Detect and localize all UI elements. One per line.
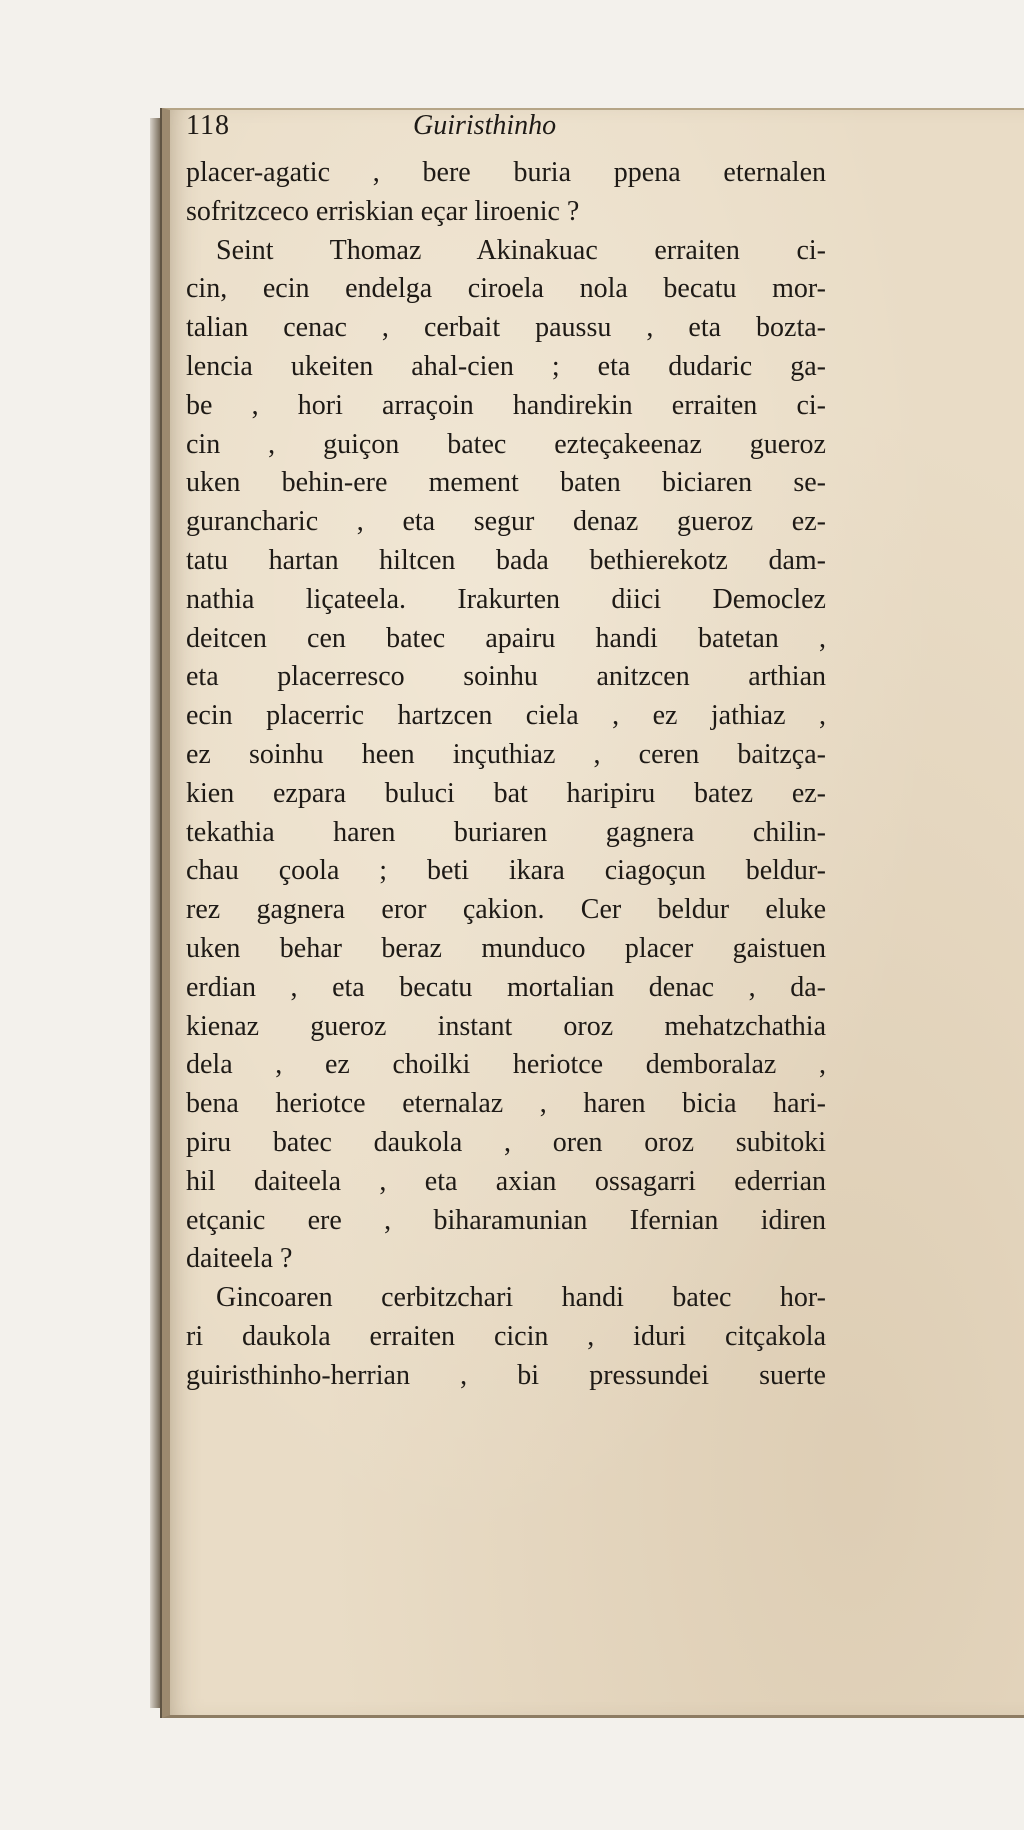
- text-line: kien ezpara buluci bat haripiru batez ez-: [186, 777, 826, 809]
- page-header: [186, 110, 696, 150]
- text-line: etçanic ere , biharamunian Ifernian idiren: [186, 1204, 826, 1236]
- text-line: uken behin-ere mement baten biciaren se-: [186, 467, 826, 499]
- running-title: Guiristhinho: [413, 110, 557, 141]
- text-line: ez soinhu heen inçuthiaz , ceren baitzça-: [186, 738, 826, 770]
- text-line: deitcen cen batec apairu handi batetan ,: [186, 622, 826, 654]
- text-line: kienaz gueroz instant oroz mehatzchathia: [186, 1010, 826, 1042]
- text-line: cin , guiçon batec ezteçakeenaz gueroz: [186, 428, 826, 460]
- text-line: guiristhinho-herrian , bi pressundei suerte: [186, 1359, 826, 1391]
- text-line: tekathia haren buriaren gagnera chilin-: [186, 816, 826, 848]
- text-line: sofritzceco erriskian eçar liroenic ?: [186, 195, 580, 227]
- text-line: daiteela ?: [186, 1243, 293, 1275]
- page-text: [186, 110, 826, 1396]
- text-line: nathia liçateela. Irakurten diici Democlez: [186, 583, 826, 615]
- text-line: be , hori arraçoin handirekin erraiten ci-: [186, 389, 826, 421]
- text-line: lencia ukeiten ahal-cien ; eta dudaric ga-: [186, 350, 826, 382]
- text-line: Gincoaren cerbitzchari handi batec hor-: [216, 1282, 826, 1314]
- text-line: placer-agatic , bere buria ppena eternalen: [186, 157, 826, 188]
- text-line: hil daiteela , eta axian ossagarri ederrian: [186, 1165, 826, 1197]
- text-line: tatu hartan hiltcen bada bethierekotz dam-: [186, 544, 826, 576]
- text-line: eta placerresco soinhu anitzcen arthian: [186, 661, 826, 693]
- text-line: Seint Thomaz Akinakuac erraiten ci-: [216, 234, 826, 266]
- text-line: ecin placerric hartzcen ciela , ez jathiaz ,: [186, 700, 826, 732]
- text-line: dela , ez choilki heriotce demboralaz ,: [186, 1049, 826, 1081]
- text-line: cin, ecin endelga ciroela nola becatu mor-: [186, 273, 826, 305]
- text-line: rez gagnera eror çakion. Cer beldur eluke: [186, 894, 826, 926]
- text-line: erdian , eta becatu mortalian denac , da-: [186, 971, 826, 1003]
- text-line: talian cenac , cerbait paussu , eta bozta-: [186, 312, 826, 344]
- text-line: ri daukola erraiten cicin , iduri citçakola: [186, 1320, 826, 1352]
- text-line: piru batec daukola , oren oroz subitoki: [186, 1126, 826, 1158]
- text-lines: [186, 154, 826, 1396]
- text-line: gurancharic , eta segur denaz gueroz ez-: [186, 506, 826, 538]
- text-line: chau çoola ; beti ikara ciagoçun beldur-: [186, 855, 826, 887]
- text-line: bena heriotce eternalaz , haren bicia hari-: [186, 1088, 826, 1120]
- page-number: 118: [186, 110, 230, 141]
- page-edge: [150, 118, 160, 1708]
- text-line: uken behar beraz munduco placer gaistuen: [186, 932, 826, 964]
